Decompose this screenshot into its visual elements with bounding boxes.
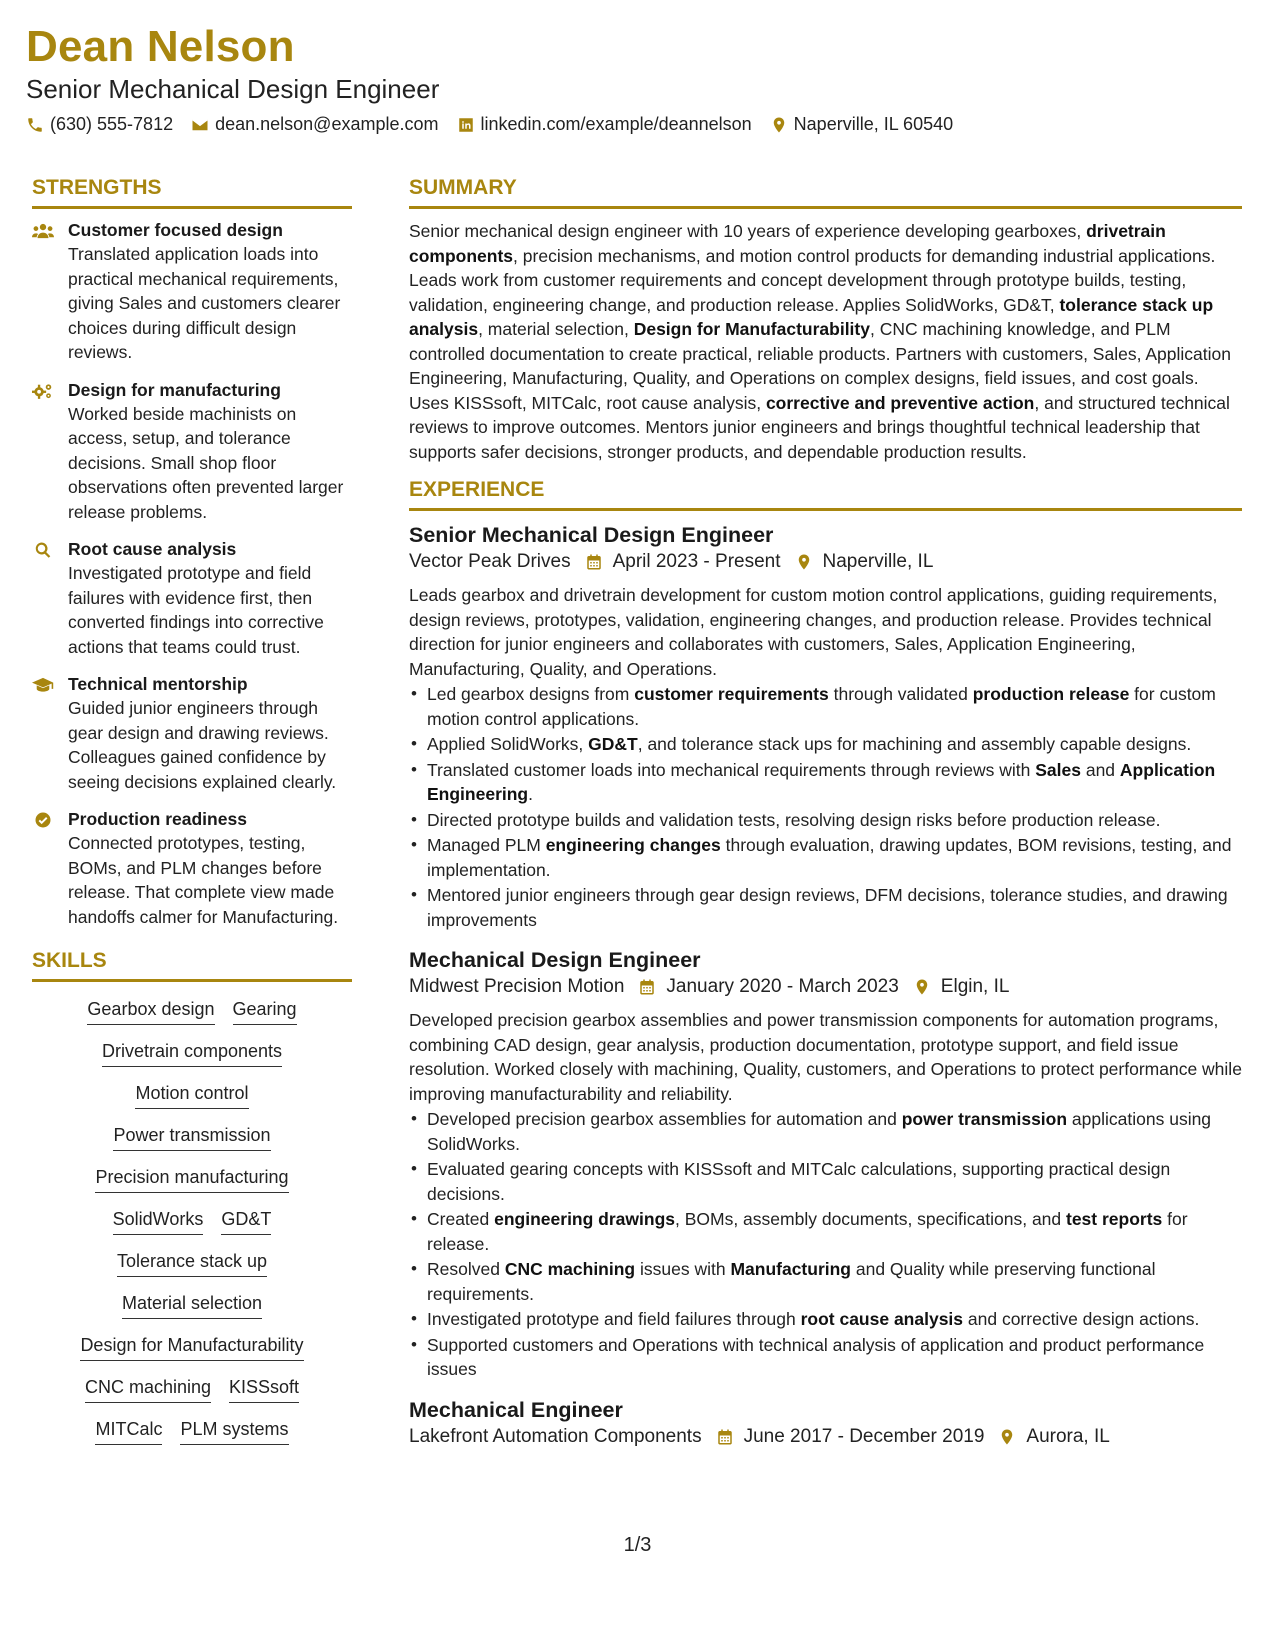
bold-text: customer requirements (634, 684, 829, 704)
skill-row (32, 1250, 352, 1277)
text-run: Supported customers and Operations with technical analysis of application and product performance issues (427, 1334, 1205, 1379)
location-text: Naperville, IL (822, 551, 934, 572)
skill-row (32, 1082, 352, 1109)
summary-text (409, 219, 1242, 464)
strength-desc: Translated application loads into practical mechanical requirements, giving Sales and customers clearer choices during difficult design reviews. (68, 244, 341, 362)
strength-title: Production readiness (68, 809, 247, 829)
contact-linkedin[interactable] (457, 114, 752, 135)
dates-text: January 2020 - March 2023 (666, 976, 899, 997)
text-run: Senior mechanical design engineer with 10 years of experience developing gearboxes, (409, 221, 1087, 241)
page-indicator: 1/3 (623, 1534, 652, 1556)
job-dates (638, 976, 898, 998)
company-name: Lakefront Automation Components (409, 1425, 702, 1447)
bullet-item (409, 1257, 1242, 1306)
job-description: Developed precision gearbox assemblies and power transmission components for automation programs, combining CAD design, gear analysis, production documentation, prototype support, and field issue resolution. Worked closely with machining, Quality, customers, and Operations to protect performance while improving manufacturability and reliability. (409, 1010, 1242, 1104)
bold-text: tolerance stack up analysis (409, 294, 1214, 339)
email-text[interactable]: dean.nelson@example.com (215, 114, 439, 134)
strength-title: Root cause analysis (68, 539, 237, 559)
job-meta (409, 551, 1242, 573)
candidate-name: Dean Nelson (26, 22, 295, 71)
bullet-item (409, 808, 1242, 833)
text-run: Led gearbox designs from (427, 684, 635, 704)
skill-row (32, 1208, 352, 1235)
company-name: Vector Peak Drives (409, 551, 571, 572)
text-run: applications using SolidWorks. (427, 1109, 1212, 1154)
candidate-title: Senior Mechanical Design Engineer (26, 74, 440, 104)
phone-text: (630) 555-7812 (50, 114, 174, 134)
bullet-item (409, 758, 1242, 807)
text-run: Mentored junior engineers through gear design reviews, DFM decisions, tolerance studies, and drawing improvements (427, 885, 1228, 930)
text-run: , and structured technical reviews to improve outcomes. Mentors junior engineers and brings thoughtful technical leadership that supports safer decisions, stronger products, and dependable production results. (409, 392, 1230, 462)
map-pin-icon (913, 978, 931, 996)
experience-list (409, 521, 1242, 1448)
bullet-item (409, 732, 1242, 757)
text-run: Managed PLM (427, 835, 546, 855)
linkedin-text[interactable]: linkedin.com/example/deannelson (480, 114, 752, 134)
job-title: Mechanical Engineer (409, 1397, 623, 1422)
right-column (409, 176, 1242, 1462)
job-title: Mechanical Design Engineer (409, 948, 701, 972)
job-bullets (409, 682, 1242, 932)
strength-item (32, 379, 352, 525)
skill-row (32, 998, 352, 1025)
company-name: Midwest Precision Motion (409, 976, 625, 997)
bold-text: Sales (1035, 759, 1081, 780)
skill-tag: Gearbox design (87, 998, 214, 1025)
bullet-item (409, 1307, 1242, 1332)
dates-text: June 2017 - December 2019 (743, 1425, 985, 1447)
job-location (998, 1426, 1109, 1448)
skill-tag: Precision manufacturing (95, 1166, 288, 1193)
strength-desc: Connected prototypes, testing, BOMs, and PLM changes before release. That complete view made handoffs calmer for Manufacturing. (68, 833, 339, 927)
envelope-icon (191, 116, 209, 134)
left-column (32, 176, 352, 1460)
job-title: Senior Mechanical Design Engineer (409, 523, 774, 547)
text-run: , BOMs, assembly documents, specifications, and (675, 1209, 1066, 1229)
map-pin-icon (795, 553, 813, 571)
text-run: for custom motion control applications. (427, 684, 1216, 729)
bold-text: power transmission (901, 1109, 1068, 1129)
skill-row (32, 1166, 352, 1193)
job-entry (409, 521, 1242, 932)
text-run: and corrective design actions. (963, 1309, 1200, 1329)
skill-tag: Design for Manufacturability (80, 1334, 303, 1361)
strength-title: Design for manufacturing (68, 379, 281, 400)
text-run: issues with (635, 1259, 731, 1279)
text-run: , CNC machining knowledge, and PLM controlled documentation to create practical, reliable products. Partners with customers, Sales, Application Engineering, Manufacturing, Quality, and Operations on complex designs, field issues, and cost goals. Uses KISSsoft, MITCalc, root cause analysis, (409, 319, 1231, 413)
skill-tag: Gearing (233, 998, 297, 1025)
bullet-item (409, 833, 1242, 882)
text-run: Resolved (427, 1259, 505, 1279)
job-entry (409, 946, 1242, 1382)
text-run: , precision mechanisms, and motion control products for demanding industrial applications. Leads work from customer requirements and concept development through prototype builds, testing, validation, engineering change, and production release. Applies SolidWorks, GD&T, (409, 245, 1216, 315)
strength-title: Technical mentorship (68, 674, 248, 694)
graduation-cap-icon (32, 673, 56, 794)
location-text: Aurora, IL (1026, 1425, 1110, 1447)
calendar-icon (585, 553, 603, 571)
text-run: and Quality while preserving functional requirements. (427, 1259, 1156, 1304)
bold-text: CNC machining (504, 1259, 636, 1279)
skill-tag: Motion control (135, 1082, 248, 1109)
bold-text: GD&T (588, 734, 638, 754)
strength-item (32, 673, 352, 794)
skill-row (32, 1418, 352, 1445)
text-run: , material selection, (478, 319, 634, 339)
skills-list (32, 998, 352, 1445)
text-run: Directed prototype builds and validation tests, resolving design risks before production release. (427, 809, 1161, 830)
text-run: Developed precision gearbox assemblies for automation and (427, 1109, 902, 1129)
contact-location (770, 114, 953, 135)
skill-tag: MITCalc (95, 1418, 162, 1445)
bullet-item (409, 1207, 1242, 1256)
map-pin-icon (770, 116, 788, 134)
skill-tag: GD&T (221, 1208, 271, 1235)
location-text: Elgin, IL (940, 976, 1010, 997)
job-location (913, 976, 1010, 998)
job-meta (409, 976, 1242, 998)
strength-desc: Investigated prototype and field failures with evidence first, then converted findings into corrective actions that teams could trust. (68, 563, 324, 657)
bold-text: corrective and preventive action (765, 392, 1035, 413)
text-run: Investigated prototype and field failures through (427, 1309, 801, 1329)
summary-heading: SUMMARY (409, 176, 1242, 209)
strength-title: Customer focused design (68, 220, 283, 240)
skill-row (32, 1124, 352, 1151)
strength-item (32, 808, 352, 929)
check-circle-icon (32, 808, 56, 929)
gears-icon (32, 379, 56, 525)
text-run: Created (427, 1209, 495, 1229)
skill-tag: KISSsoft (229, 1376, 299, 1403)
job-dates (585, 551, 781, 573)
skill-tag: Material selection (122, 1292, 262, 1319)
skill-tag: CNC machining (85, 1376, 211, 1403)
bullet-item (409, 1157, 1242, 1206)
users-icon (32, 219, 56, 365)
bullet-item (409, 1333, 1242, 1382)
skill-tag: Tolerance stack up (117, 1250, 267, 1277)
bullet-item (409, 883, 1242, 932)
job-dates (716, 1426, 985, 1448)
bold-text: root cause analysis (800, 1309, 964, 1329)
bold-text: Application Engineering (427, 759, 1216, 804)
skill-row (32, 1292, 352, 1319)
calendar-icon (638, 978, 656, 996)
job-location (795, 551, 934, 573)
search-icon (32, 538, 56, 659)
text-run: through validated (828, 684, 973, 704)
skills-heading: SKILLS (32, 949, 352, 982)
dates-text: April 2023 - Present (612, 551, 781, 572)
bold-text: engineering changes (545, 835, 721, 855)
bold-text: drivetrain components (409, 221, 1166, 266)
phone-icon (26, 116, 44, 134)
skill-row (32, 1040, 352, 1067)
contact-phone (26, 114, 173, 135)
strengths-heading: STRENGTHS (32, 176, 352, 209)
text-run: for release. (427, 1209, 1188, 1254)
text-run: Evaluated gearing concepts with KISSsoft and MITCalc calculations, supporting practical design decisions. (427, 1159, 1171, 1204)
text-run: Translated customer loads into mechanical requirements through reviews with (427, 759, 1036, 780)
bold-text: test reports (1066, 1209, 1163, 1229)
skill-row (32, 1376, 352, 1403)
contact-email[interactable] (191, 114, 438, 135)
bullet-item (409, 682, 1242, 731)
bold-text: Design for Manufacturability (633, 319, 870, 339)
text-run: , and tolerance stack ups for machining and assembly capable designs. (637, 734, 1192, 754)
job-bullets (409, 1107, 1242, 1382)
contact-bar (26, 114, 953, 135)
skill-tag: PLM systems (180, 1418, 288, 1445)
job-meta (409, 1426, 1242, 1448)
map-pin-icon (998, 1428, 1016, 1446)
skill-row (32, 1334, 352, 1361)
text-run: Applied SolidWorks, (427, 734, 589, 754)
bold-text: engineering drawings (494, 1209, 675, 1229)
text-run: and (1080, 759, 1120, 780)
skill-tag: Power transmission (113, 1124, 270, 1151)
job-description: Leads gearbox and drivetrain development for custom motion control applications, guiding requirements, design reviews, prototypes, validation, engineering changes, and production release. Provides technical direction for junior engineers and collaborates with customers, Sales, Application Engineering, Manufacturing, Quality, and Operations. (409, 585, 1218, 679)
location-text: Naperville, IL 60540 (793, 114, 954, 134)
job-entry (409, 1396, 1242, 1448)
strength-item (32, 538, 352, 659)
skill-tag: Drivetrain components (102, 1040, 282, 1067)
text-run: through evaluation, drawing updates, BOM revisions, testing, and implementation. (427, 835, 1232, 880)
bold-text: production release (972, 684, 1130, 704)
experience-heading: EXPERIENCE (409, 478, 1242, 511)
strength-item (32, 219, 352, 365)
skill-tag: SolidWorks (113, 1208, 204, 1235)
linkedin-icon (457, 116, 475, 134)
bold-text: Manufacturing (730, 1259, 851, 1279)
strength-desc: Worked beside machinists on access, setup, and tolerance decisions. Small shop floor observations often prevented larger release problems. (68, 403, 344, 522)
calendar-icon (716, 1428, 734, 1446)
bullet-item (409, 1107, 1242, 1156)
text-run: . (528, 784, 533, 804)
strength-desc: Guided junior engineers through gear design and drawing reviews. Colleagues gained confidence by seeing decisions explained clearly. (68, 698, 337, 792)
